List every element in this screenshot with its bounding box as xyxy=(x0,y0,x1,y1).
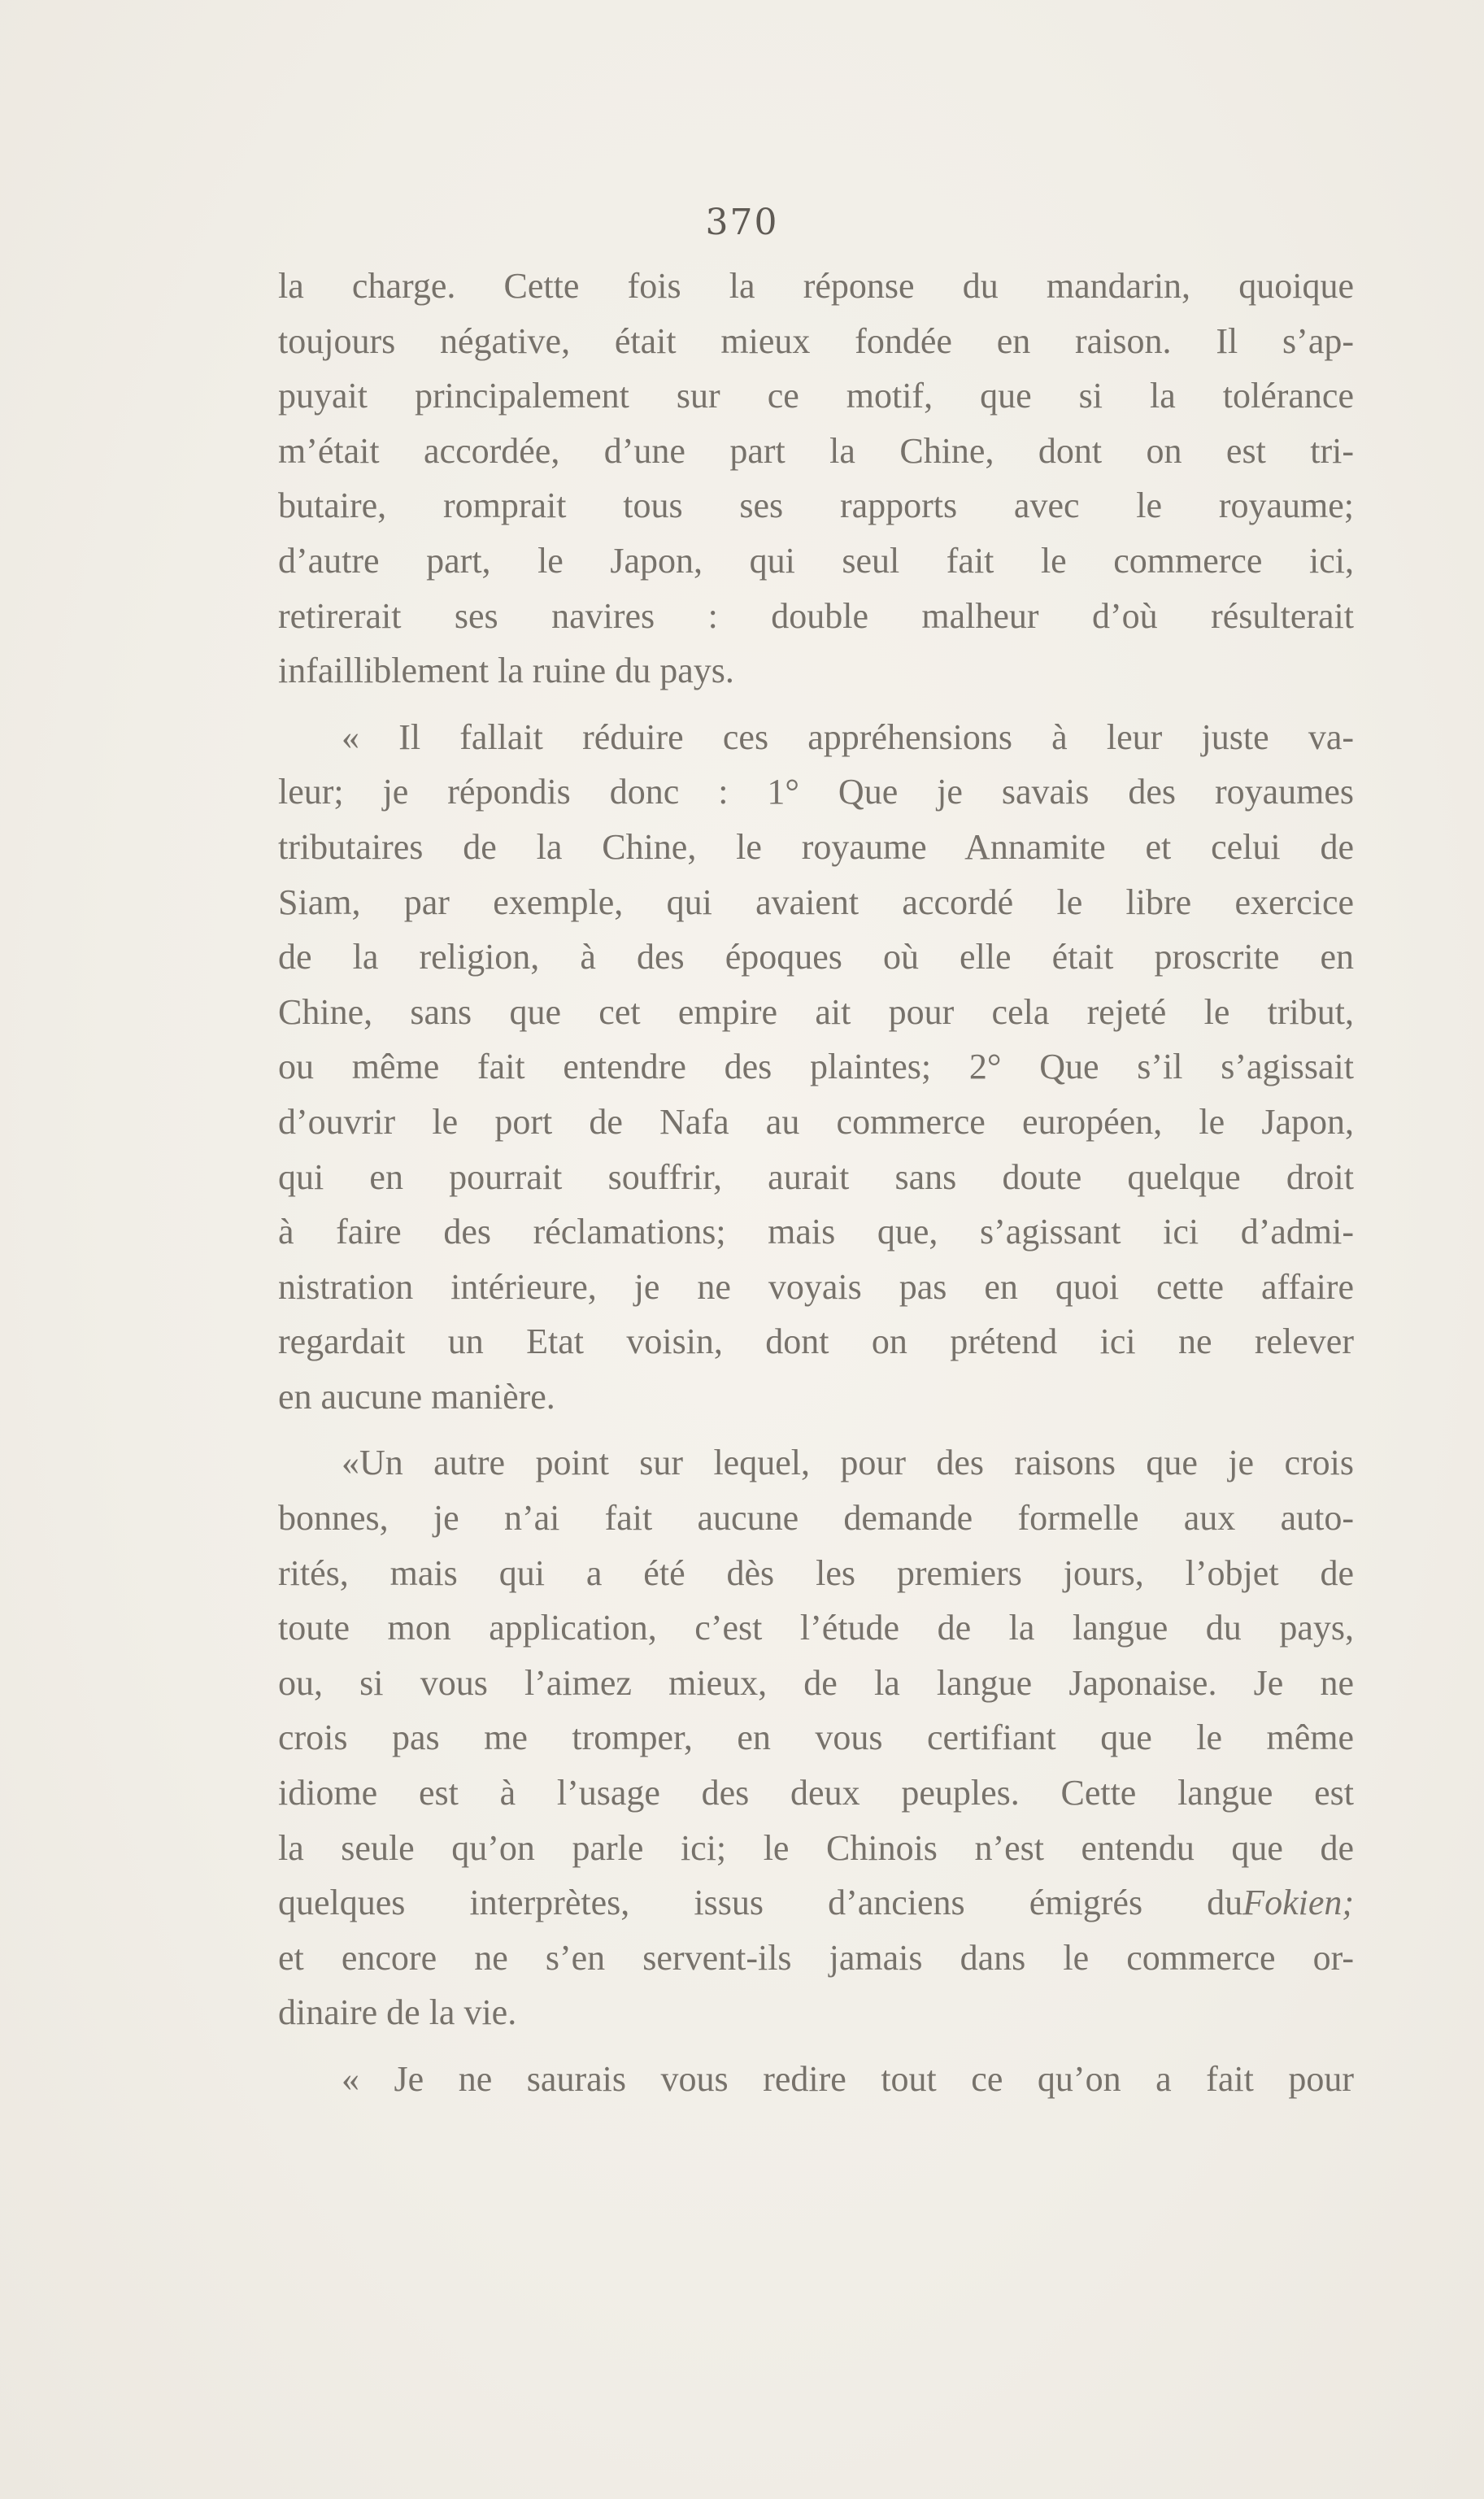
text-line: à faire des réclamations; mais que, s’agissant ici d’admi- xyxy=(278,1212,1354,1252)
text-segment: quelques interprètes, issus d’anciens émigrés du xyxy=(278,1883,1243,1923)
text-line: d’autre part, le Japon, qui seul fait le commerce ici, xyxy=(278,540,1354,581)
text-line: ou même fait entendre des plaintes; 2° Que s’il s’agissait xyxy=(278,1047,1354,1087)
text-line: en aucune manière. xyxy=(278,1376,555,1417)
text-line: « Il fallait réduire ces appréhensions à leur juste va- xyxy=(342,716,1354,757)
text-line: rités, mais qui a été dès les premiers jours, l’objet de xyxy=(278,1552,1354,1593)
text-line: Chine, sans que cet empire ait pour cela rejeté le tribut, xyxy=(278,991,1354,1032)
text-line: butaire, romprait tous ses rapports avec le royaume; xyxy=(278,485,1354,526)
text-line: crois pas me tromper, en vous certifiant que le même xyxy=(278,1718,1354,1758)
text-line: dinaire de la vie. xyxy=(278,1992,517,2033)
text-line: idiome est à l’usage des deux peuples. Cette langue est xyxy=(278,1773,1354,1813)
text-line: la seule qu’on parle ici; le Chinois n’est entendu que de xyxy=(278,1827,1354,1868)
text-line: la charge. Cette fois la réponse du mandarin, quoique xyxy=(278,266,1354,306)
text-line: ou, si vous l’aimez mieux, de la langue Japonaise. Je ne xyxy=(278,1662,1354,1703)
text-line: infailliblement la ruine du pays. xyxy=(278,651,734,691)
text-line: nistration intérieure, je ne voyais pas en quoi cette affaire xyxy=(278,1266,1354,1307)
text-line-with-italic xyxy=(278,1875,1354,1931)
text-line: de la religion, à des époques où elle était proscrite en xyxy=(278,937,1354,977)
text-line: puyait principalement sur ce motif, que si la tolérance xyxy=(278,376,1354,416)
text-line: d’ouvrir le port de Nafa au commerce européen, le Japon, xyxy=(278,1101,1354,1142)
page-number: 370 xyxy=(705,202,779,243)
text-line: retirerait ses navires : double malheur d’où résulterait xyxy=(278,595,1354,636)
text-line: bonnes, je n’ai fait aucune demande formelle aux auto- xyxy=(278,1498,1354,1539)
italic-word: Fokien; xyxy=(1242,1883,1354,1923)
body-text xyxy=(278,259,1354,2107)
text-line: toujours négative, était mieux fondée en raison. Il s’ap- xyxy=(278,320,1354,361)
text-line: regardait un Etat voisin, dont on prétend ici ne relever xyxy=(278,1321,1354,1362)
text-line: leur; je répondis donc : 1° Que je savais des royaumes xyxy=(278,772,1354,812)
text-line: « Je ne saurais vous redire tout ce qu’on a fait pour xyxy=(342,2059,1354,2099)
text-line: «Un autre point sur lequel, pour des raisons que je crois xyxy=(342,1443,1354,1483)
text-line: qui en pourrait souffrir, aurait sans doute quelque droit xyxy=(278,1156,1354,1197)
text-line: tributaires de la Chine, le royaume Annamite et celui de xyxy=(278,826,1354,867)
text-line: et encore ne s’en servent-ils jamais dans le commerce or- xyxy=(278,1937,1354,1978)
text-line: m’était accordée, d’une part la Chine, dont on est tri- xyxy=(278,430,1354,471)
text-line: Siam, par exemple, qui avaient accordé le libre exercice xyxy=(278,882,1354,922)
text-line: toute mon application, c’est l’étude de la langue du pays, xyxy=(278,1608,1354,1648)
